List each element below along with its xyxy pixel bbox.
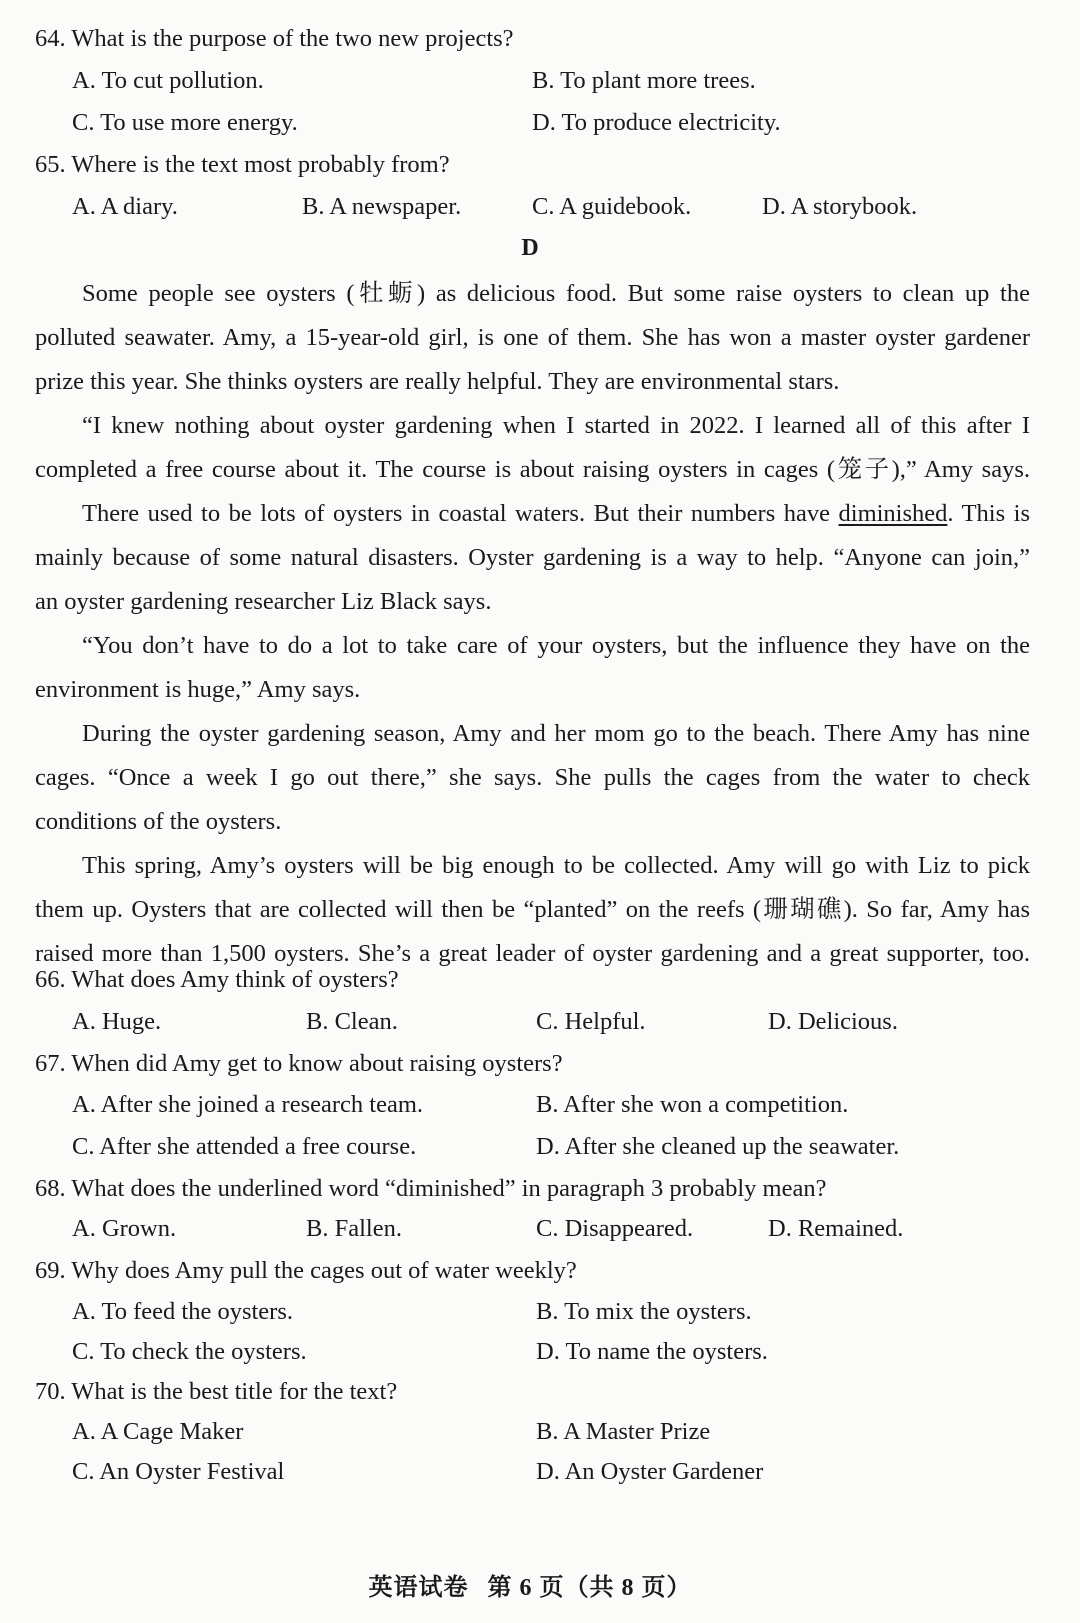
footer-subject: 英语试卷 (368, 1575, 469, 1601)
question-69-option-d: D. To name the oysters. (536, 1338, 768, 1365)
question-64-option-d: D. To produce electricity. (532, 109, 781, 136)
passage-p4-line-2: environment is huge,” Amy says. (35, 676, 361, 703)
question-69-option-c: C. To check the oysters. (72, 1338, 307, 1365)
passage-p6-line-2: them up. Oysters that are collected will then be “planted” on the reefs (珊瑚礁). So far, Amy has (35, 896, 1030, 923)
question-68-option-a: A. Grown. (72, 1215, 177, 1242)
question-66-stem: 66. What does Amy think of oysters? (35, 966, 399, 993)
passage-p5-line-2: cages. “Once a week I go out there,” she says. She pulls the cages from the water to check (35, 764, 1030, 791)
passage-p1-line-3: prize this year. She thinks oysters are really helpful. They are environmental stars. (35, 368, 840, 395)
question-70-option-b: B. A Master Prize (536, 1418, 711, 1445)
passage-p3-line-3: an oyster gardening researcher Liz Black says. (35, 588, 492, 615)
question-68-option-b: B. Fallen. (306, 1215, 402, 1242)
passage-p3-line-2: mainly because of some natural disasters. Oyster gardening is a way to help. “Anyone can join,” (35, 544, 1030, 571)
question-70-option-d: D. An Oyster Gardener (536, 1458, 764, 1485)
passage-p3-text-after: . This is (947, 500, 1030, 527)
passage (35, 272, 1030, 976)
passage-p5-line-1: During the oyster gardening season, Amy and her mom go to the beach. There Amy has nine (82, 720, 1030, 747)
passage-p2-line-2: completed a free course about it. The course is about raising oysters in cages (笼子),” Amy says. (35, 456, 1030, 483)
question-68-stem: 68. What does the underlined word “diminished” in paragraph 3 probably mean? (35, 1175, 827, 1202)
question-65-stem: 65. Where is the text most probably from? (35, 151, 450, 178)
question-67-option-b: B. After she won a competition. (536, 1091, 849, 1118)
underlined-word: diminished (838, 500, 948, 527)
question-65-option-b: B. A newspaper. (302, 193, 462, 220)
question-64-option-b: B. To plant more trees. (532, 67, 756, 94)
passage-p1-line-2: polluted seawater. Amy, a 15-year-old girl, is one of them. She has won a master oyster gardener (35, 324, 1030, 351)
question-68-option-d: D. Remained. (768, 1215, 904, 1242)
question-67-option-d: D. After she cleaned up the seawater. (536, 1133, 900, 1160)
passage-p2-line-1: “I knew nothing about oyster gardening when I started in 2022. I learned all of this after I (82, 412, 1030, 439)
page-footer (0, 1567, 1060, 1602)
question-69-option-b: B. To mix the oysters. (536, 1298, 752, 1325)
question-64-option-a: A. To cut pollution. (72, 67, 264, 94)
question-64-option-c: C. To use more energy. (72, 109, 298, 136)
question-67-option-a: A. After she joined a research team. (72, 1091, 424, 1118)
question-68-option-c: C. Disappeared. (536, 1215, 694, 1242)
question-70-option-c: C. An Oyster Festival (72, 1458, 285, 1485)
question-66-option-c: C. Helpful. (536, 1008, 646, 1035)
question-66-option-a: A. Huge. (72, 1008, 162, 1035)
question-65-option-d: D. A storybook. (762, 193, 918, 220)
question-69-stem: 69. Why does Amy pull the cages out of water weekly? (35, 1257, 577, 1284)
passage-p6-line-1: This spring, Amy’s oysters will be big enough to be collected. Amy will go with Liz to pick (82, 852, 1030, 879)
question-70-option-a: A. A Cage Maker (72, 1418, 244, 1445)
section-label: D (521, 235, 539, 261)
question-67-option-c: C. After she attended a free course. (72, 1133, 417, 1160)
question-64-stem: 64. What is the purpose of the two new projects? (35, 25, 514, 52)
passage-p4-line-1: “You don’t have to do a lot to take care of your oysters, but the influence they have on the (82, 632, 1030, 659)
passage-p3-line-1 (35, 492, 1030, 536)
passage-p3-text-before: There used to be lots of oysters in coastal waters. But their numbers have (82, 500, 839, 527)
footer-page-number: 第 6 页（共 8 页） (487, 1575, 692, 1601)
question-70-stem: 70. What is the best title for the text? (35, 1378, 398, 1405)
question-65-option-a: A. A diary. (72, 193, 178, 220)
passage-p6-line-3: raised more than 1,500 oysters. She’s a great leader of oyster gardening and a great supporter, too. (35, 940, 1030, 967)
question-66-option-b: B. Clean. (306, 1008, 398, 1035)
question-67-stem: 67. When did Amy get to know about raising oysters? (35, 1050, 563, 1077)
passage-p5-line-3: conditions of the oysters. (35, 808, 282, 835)
question-69-option-a: A. To feed the oysters. (72, 1298, 294, 1325)
passage-p1-line-1: Some people see oysters (牡蛎) as delicious food. But some raise oysters to clean up the (82, 280, 1030, 307)
question-65-option-c: C. A guidebook. (532, 193, 692, 220)
question-66-option-d: D. Delicious. (768, 1008, 898, 1035)
